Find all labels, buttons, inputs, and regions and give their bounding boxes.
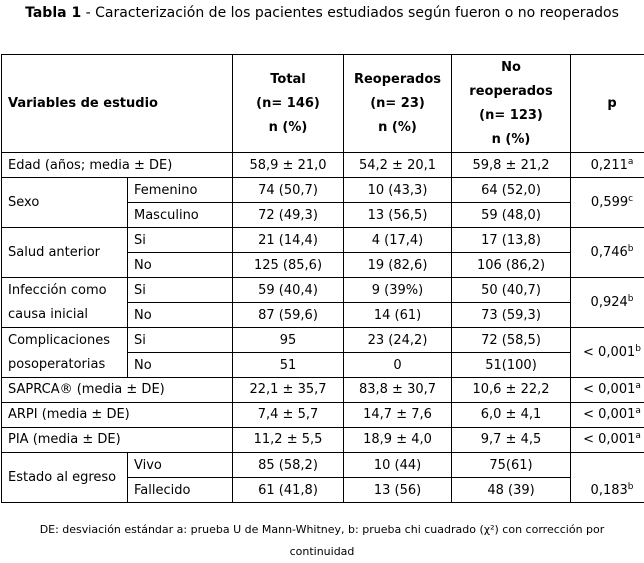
cell-total: 21 (14,4)	[233, 228, 344, 253]
table-row	[2, 153, 644, 178]
cell-noreop: 75(61)	[452, 453, 571, 478]
sub-label: Femenino	[128, 178, 233, 203]
sub-label: Si	[128, 278, 233, 303]
row-label: SAPRCA® (media ± DE)	[2, 378, 233, 403]
cell-noreop: 73 (59,3)	[452, 303, 571, 328]
header-total: Total (n= 146) n (%)	[233, 55, 344, 153]
cell-noreop: 50 (40,7)	[452, 278, 571, 303]
cell-noreop: 72 (58,5)	[452, 328, 571, 353]
data-table	[1, 54, 644, 503]
cell-reop: 14,7 ± 7,6	[344, 403, 452, 428]
row-label: Complicaciones posoperatorias	[2, 328, 128, 378]
cell-total: 125 (85,6)	[233, 253, 344, 278]
sub-label: No	[128, 253, 233, 278]
sub-label: Si	[128, 328, 233, 353]
table-row	[2, 178, 644, 203]
sub-label: No	[128, 303, 233, 328]
cell-noreop: 51(100)	[452, 353, 571, 378]
cell-total: 11,2 ± 5,5	[233, 428, 344, 453]
row-label: Infección como causa inicial	[2, 278, 128, 328]
row-label: PIA (media ± DE)	[2, 428, 233, 453]
cell-total: 85 (58,2)	[233, 453, 344, 478]
cell-reop: 19 (82,6)	[344, 253, 452, 278]
cell-noreop: 9,7 ± 4,5	[452, 428, 571, 453]
cell-noreop: 59,8 ± 21,2	[452, 153, 571, 178]
cell-total: 74 (50,7)	[233, 178, 344, 203]
cell-reop: 10 (44)	[344, 453, 452, 478]
cell-noreop: 10,6 ± 22,2	[452, 378, 571, 403]
cell-p: 0,599$^c$	[571, 178, 644, 228]
cell-p: < 0,001$^a$	[571, 428, 644, 453]
cell-noreop: 64 (52,0)	[452, 178, 571, 203]
cell-p: 0,746$^b$	[571, 228, 644, 278]
row-label: Estado al egreso	[2, 453, 128, 503]
cell-total: 59 (40,4)	[233, 278, 344, 303]
sub-label: Vivo	[128, 453, 233, 478]
cell-reop: 54,2 ± 20,1	[344, 153, 452, 178]
cell-reop: 83,8 ± 30,7	[344, 378, 452, 403]
cell-total: 61 (41,8)	[233, 478, 344, 503]
cell-total: 95	[233, 328, 344, 353]
footnote-line-2: continuidad	[0, 541, 644, 563]
cell-noreop: 6,0 ± 4,1	[452, 403, 571, 428]
row-label: Salud anterior	[2, 228, 128, 278]
cell-p: < 0,001$^b$	[571, 328, 644, 378]
table-row	[2, 403, 644, 428]
cell-p: 0,924$^b$	[571, 278, 644, 328]
table-row	[2, 278, 644, 303]
cell-noreop: 17 (13,8)	[452, 228, 571, 253]
table-row	[2, 328, 644, 353]
table-row	[2, 428, 644, 453]
row-label: Sexo	[2, 178, 128, 228]
caption-text: - Caracterización de los pacientes estudiados según fueron o no reoperados	[81, 5, 619, 21]
cell-reop: 10 (43,3)	[344, 178, 452, 203]
header-variables: Variables de estudio	[2, 55, 233, 153]
cell-noreop: 106 (86,2)	[452, 253, 571, 278]
sub-label: Masculino	[128, 203, 233, 228]
cell-reop: 4 (17,4)	[344, 228, 452, 253]
table-caption	[0, 0, 644, 26]
cell-reop: 23 (24,2)	[344, 328, 452, 353]
footnote	[0, 519, 644, 563]
table-row	[2, 378, 644, 403]
cell-total: 22,1 ± 35,7	[233, 378, 344, 403]
caption-label: Tabla 1	[25, 5, 81, 21]
cell-p: < 0,001$^a$	[571, 378, 644, 403]
header-no-reoperados: No reoperados (n= 123) n (%)	[452, 55, 571, 153]
sub-label: No	[128, 353, 233, 378]
cell-p: 0,211$^a$	[571, 153, 644, 178]
header-p: p	[571, 55, 644, 153]
cell-total: 87 (59,6)	[233, 303, 344, 328]
cell-noreop: 59 (48,0)	[452, 203, 571, 228]
cell-reop: 13 (56,5)	[344, 203, 452, 228]
table-row	[2, 453, 644, 478]
cell-p: < 0,001$^a$	[571, 403, 644, 428]
row-label: Edad (años; media ± DE)	[2, 153, 233, 178]
cell-total: 58,9 ± 21,0	[233, 153, 344, 178]
cell-p: 0,183$^b$	[571, 453, 644, 503]
footnote-line-1: DE: desviación estándar a: prueba U de Mann-Whitney, b: prueba chi cuadrado (χ²) con corrección por	[0, 519, 644, 541]
table-row	[2, 228, 644, 253]
sub-label: Fallecido	[128, 478, 233, 503]
cell-total: 7,4 ± 5,7	[233, 403, 344, 428]
cell-reop: 18,9 ± 4,0	[344, 428, 452, 453]
cell-total: 72 (49,3)	[233, 203, 344, 228]
cell-reop: 0	[344, 353, 452, 378]
header-reoperados: Reoperados (n= 23) n (%)	[344, 55, 452, 153]
cell-total: 51	[233, 353, 344, 378]
cell-reop: 9 (39%)	[344, 278, 452, 303]
sub-label: Si	[128, 228, 233, 253]
cell-noreop: 48 (39)	[452, 478, 571, 503]
header-row	[2, 55, 644, 153]
cell-reop: 14 (61)	[344, 303, 452, 328]
row-label: ARPI (media ± DE)	[2, 403, 233, 428]
cell-reop: 13 (56)	[344, 478, 452, 503]
